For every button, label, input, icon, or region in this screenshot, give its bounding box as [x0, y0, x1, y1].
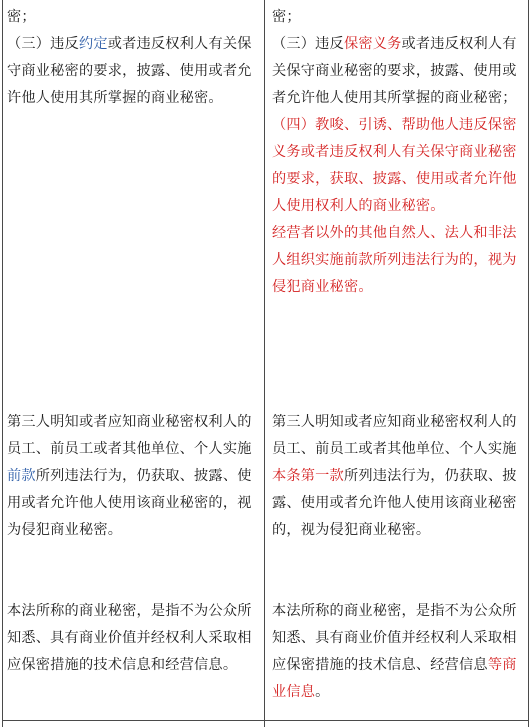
old-text-cell	[7, 4, 259, 112]
old-definition-paragraph: 本法所称的商业秘密，是指不为公众所知悉、具有商业价值并经权利人采取相应保密措施的技术信息和经营信息。	[7, 603, 252, 673]
table-border-bottom	[2, 720, 528, 721]
old-text-cell	[7, 598, 259, 679]
table-border-right	[528, 0, 529, 727]
old-third-party-paragraph: 第三人明知或者应知商业秘密权利人的员工、前员工或者其他单位、个人实施前款所列违法行为，仍获取、披露、使用或者允许他人使用该商业秘密的，视为侵犯商业秘密。	[7, 414, 252, 538]
old-clause-3: （三）违反约定或者违反权利人有关保守商业秘密的要求，披露、使用或者允许他人使用其所掌握的商业秘密。	[7, 36, 252, 106]
table-border-left	[2, 0, 3, 727]
new-highlight-term: 等商业信息	[272, 657, 517, 700]
new-text-line-1: 密；	[272, 9, 301, 25]
old-highlight-term: 前款	[7, 468, 36, 484]
new-third-party-paragraph: 第三人明知或者应知商业秘密权利人的员工、前员工或者其他单位、个人实施本条第一款所列违法行为，仍获取、披露、使用或者允许他人使用该商业秘密的，视为侵犯商业秘密。	[272, 414, 517, 538]
new-definition-paragraph: 本法所称的商业秘密，是指不为公众所知悉、具有商业价值并经权利人采取相应保密措施的技术信息、经营信息等商业信息。	[272, 603, 517, 700]
new-text-cell	[272, 409, 522, 544]
old-text-line-1: 密；	[7, 9, 36, 25]
new-paragraph-others: 经营者以外的其他自然人、法人和非法人组织实施前款所列违法行为的，视为侵犯商业秘密。	[272, 225, 517, 295]
old-highlight-term: 约定	[78, 36, 108, 52]
table-border-middle	[264, 0, 265, 727]
new-clause-4: （四）教唆、引诱、帮助他人违反保密义务或者违反权利人有关保守商业秘密的要求，获取、披露、使用或者允许他人使用权利人的商业秘密。	[272, 117, 517, 214]
new-highlight-term: 保密义务	[343, 36, 402, 52]
old-text-cell	[7, 409, 259, 544]
new-text-cell	[272, 4, 522, 301]
new-clause-3: （三）违反保密义务或者违反权利人有关保守商业秘密的要求，披露、使用或者允许他人使用其所掌握的商业秘密；	[272, 36, 517, 106]
new-text-cell	[272, 598, 522, 706]
new-highlight-term: 本条第一款	[272, 468, 344, 484]
